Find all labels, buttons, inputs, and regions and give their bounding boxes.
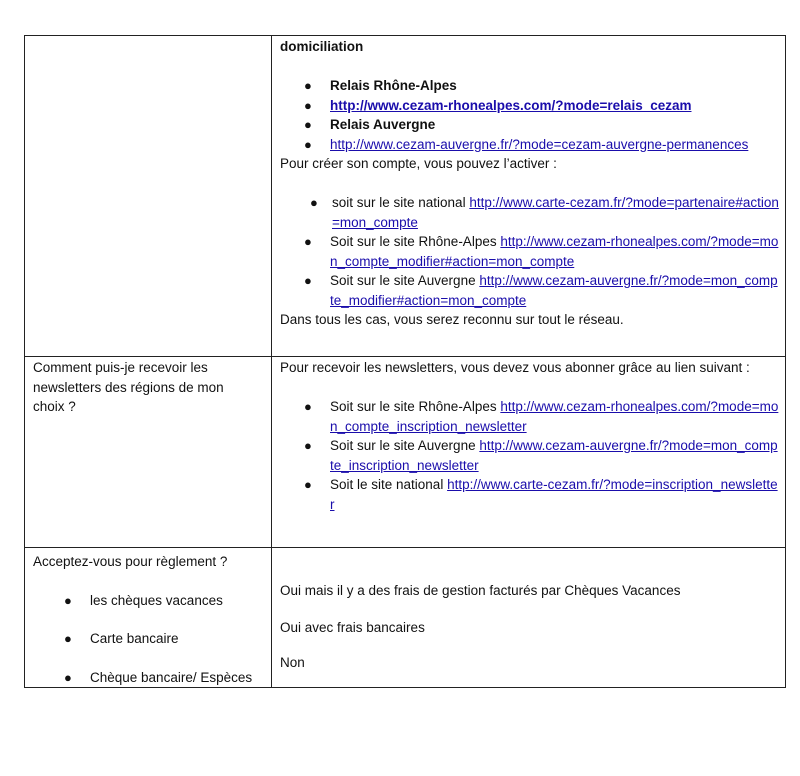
relais-rhone-alpes-link[interactable]: http://www.cezam-rhonealpes.com/?mode=relais_cezam [330,97,692,113]
payment-answer: Non [280,655,305,670]
list-item: ● Soit le site national http://www.carte-cezam.fr/?mode=inscription_newsletter [304,477,778,512]
bullet-icon: ● [304,438,312,453]
list-item: ● Soit sur le site Rhône-Alpes http://www.cezam-rhonealpes.com/?mode=mon_compte_modifier#action=mon_compte [304,234,779,269]
closing-text: Dans tous les cas, vous serez reconnu sur tout le réseau. [280,312,624,327]
list-item: ● Chèque bancaire/ Espèces [33,668,265,688]
national-newsletter-link[interactable]: http://www.carte-cezam.fr/?mode=inscription_newsletter [330,477,778,512]
list-item: ● soit sur le site national http://www.carte-cezam.fr/?mode=partenaire#action=mon_compte [310,195,779,230]
list-item: ● Relais Auvergne [280,115,779,135]
answer-cell [272,36,786,357]
national-account-link[interactable]: http://www.carte-cezam.fr/?mode=partenaire#action=mon_compte [332,195,779,230]
table-row [25,548,786,688]
payment-answer: Oui mais il y a des frais de gestion facturés par Chèques Vacances [280,583,681,598]
answer-cell [272,357,786,548]
bullet-icon: ● [304,477,312,492]
newsletter-intro: Pour recevoir les newsletters, vous devez vous abonner grâce au lien suivant : [280,360,750,375]
faq-table [24,35,786,688]
table-row [25,357,786,548]
bullet-icon: ● [304,117,312,132]
list-item [280,135,779,155]
list-item: ● Relais Rhône-Alpes [280,76,779,96]
bullet-icon: ● [304,78,312,93]
relais-auvergne-link[interactable]: http://www.cezam-auvergne.fr/?mode=cezam-auvergne-permanences [330,136,749,152]
list-item [280,96,779,116]
question-cell [25,36,272,357]
payment-answer: Oui avec frais bancaires [280,619,425,635]
bullet-icon: ● [304,97,312,113]
domiciliation-heading: domiciliation [280,39,364,54]
question-cell [25,548,272,688]
table-row [25,36,786,357]
bullet-icon: ● [304,136,312,152]
list-item: ● Soit sur le site Auvergne http://www.cezam-auvergne.fr/?mode=mon_compte_inscription_newsletter [304,438,778,473]
bullet-icon: ● [310,195,318,210]
bullet-icon: ● [64,592,72,608]
list-item: ● Soit sur le site Rhône-Alpes http://www.cezam-rhonealpes.com/?mode=mon_compte_inscription_newsletter [304,399,779,434]
bullet-icon: ● [304,399,312,414]
bullet-icon: ● [64,669,72,685]
answer-cell [272,548,786,688]
rhone-alpes-account-link[interactable]: http://www.cezam-rhonealpes.com/?mode=mon_compte_modifier#action=mon_compte [330,234,779,269]
newsletter-question: Comment puis-je recevoir les newsletters des régions de mon choix ? [33,360,224,414]
payment-question: Acceptez-vous pour règlement ? [33,554,228,569]
list-item: ● Carte bancaire [33,629,265,649]
rhone-alpes-newsletter-link[interactable]: http://www.cezam-rhonealpes.com/?mode=mon_compte_inscription_newsletter [330,399,779,434]
question-cell [25,357,272,548]
bullet-icon: ● [304,273,312,288]
auvergne-account-link[interactable]: http://www.cezam-auvergne.fr/?mode=mon_compte_modifier#action=mon_compte [330,273,778,308]
auvergne-newsletter-link[interactable]: http://www.cezam-auvergne.fr/?mode=mon_compte_inscription_newsletter [330,438,778,473]
bullet-icon: ● [304,234,312,249]
activate-intro: Pour créer son compte, vous pouvez l’activer : [280,156,557,171]
list-item: ● Soit sur le site Auvergne http://www.cezam-auvergne.fr/?mode=mon_compte_modifier#action=mon_compte [304,273,778,308]
list-item: ● les chèques vacances [33,591,265,611]
bullet-icon: ● [64,631,72,646]
